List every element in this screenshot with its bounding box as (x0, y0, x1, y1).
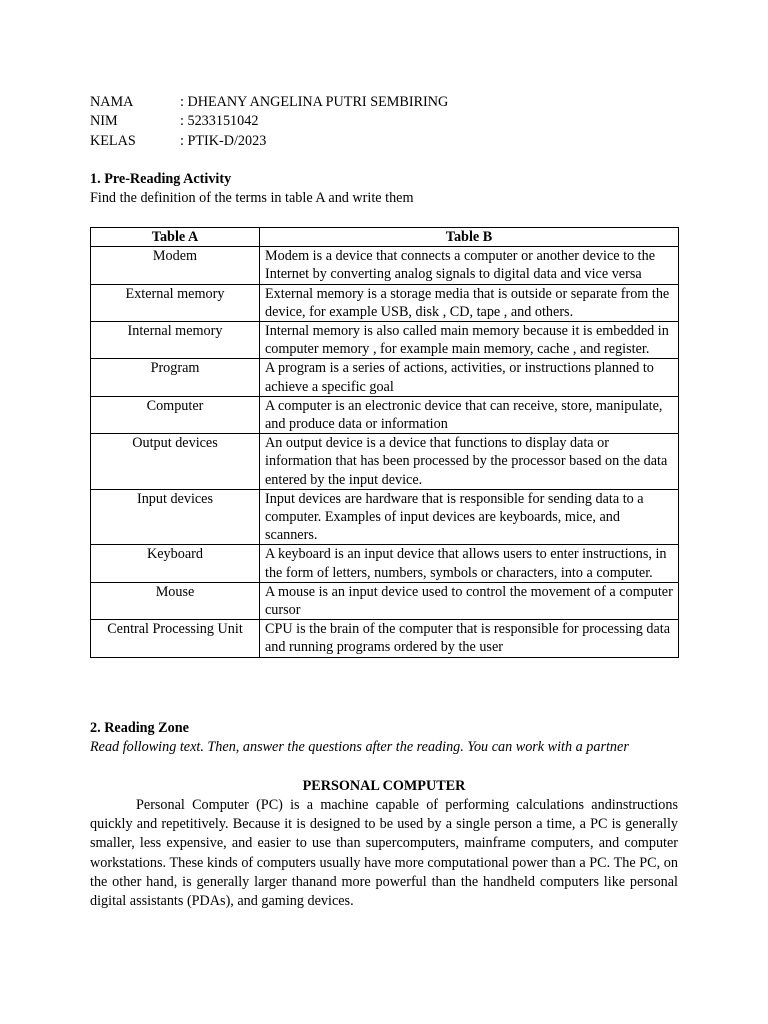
term-cell: External memory (91, 284, 260, 321)
term-cell: Central Processing Unit (91, 620, 260, 657)
term-cell: Modem (91, 247, 260, 284)
table-header-row (91, 228, 679, 247)
table-row (91, 582, 679, 619)
definition-cell: A keyboard is an input device that allows users to enter instructions, in the form of letters, numbers, symbols or characters, into a computer. (260, 545, 679, 582)
term-cell: Internal memory (91, 322, 260, 359)
identity-label: NAMA (90, 94, 134, 110)
identity-label: KELAS (90, 132, 136, 149)
identity-row-nama (90, 93, 448, 112)
identity-value: : 5233151042 (180, 113, 259, 130)
section-1-title: 1. Pre-Reading Activity (90, 171, 232, 187)
table-row (91, 247, 679, 284)
term-cell: Keyboard (91, 545, 260, 582)
term-cell: Program (91, 359, 260, 396)
table-row (91, 396, 679, 433)
identity-label: NIM (90, 113, 118, 130)
definition-cell: Internal memory is also called main memory because it is embedded in computer memory , for example main memory, cache , and register. (260, 322, 679, 359)
term-cell: Mouse (91, 582, 260, 619)
term-cell: Computer (91, 396, 260, 433)
table-row (91, 545, 679, 582)
definition-cell: External memory is a storage media that is outside or separate from the device, for example USB, disk , CD, tape , and others. (260, 284, 679, 321)
table-row (91, 284, 679, 321)
section-1-instruction: Find the definition of the terms in table A and write them (90, 190, 414, 206)
identity-value: : DHEANY ANGELINA PUTRI SEMBIRING (180, 94, 449, 110)
term-cell: Output devices (91, 434, 260, 490)
term-cell: Input devices (91, 489, 260, 545)
definition-cell: A mouse is an input device used to control the movement of a computer cursor (260, 582, 679, 619)
definition-cell: A computer is an electronic device that can receive, store, manipulate, and produce data or information (260, 396, 679, 433)
identity-row-nim (90, 112, 448, 131)
definition-cell: A program is a series of actions, activities, or instructions planned to achieve a specific goal (260, 359, 679, 396)
table-row (91, 489, 679, 545)
essay-title: PERSONAL COMPUTER (302, 778, 466, 794)
table-row (91, 322, 679, 359)
table-row (91, 620, 679, 657)
section-2-instruction: Read following text. Then, answer the questions after the reading. You can work with a partner (90, 739, 629, 755)
definition-cell: Input devices are hardware that is responsible for sending data to a computer. Examples of input devices are keyboards, mice, and scanners. (260, 489, 679, 545)
student-identity (90, 93, 448, 151)
definition-cell: An output device is a device that functions to display data or information that has been processed by the processor based on the data entered by the input device. (260, 434, 679, 490)
essay-paragraph: Personal Computer (PC) is a machine capable of performing calculations andinstructions quickly and repetitively. Because it is designed to be used by a single person a time, a PC is generally smaller, less expensive, and easier to use than supercomputers, mainframe computers, and computer workstations. These kinds of computers usually have more computational power than a PC. The PC, on the other hand, is generally larger thanand more powerful than the handheld computers like personal digital assistants (PDAs), and gaming devices. (90, 797, 678, 910)
table-row (91, 359, 679, 396)
definition-cell: Modem is a device that connects a computer or another device to the Internet by converting analog signals to digital data and vice versa (260, 247, 679, 284)
table-header-a: Table A (91, 228, 260, 247)
section-2-title: 2. Reading Zone (90, 720, 189, 736)
identity-row-kelas (90, 132, 448, 151)
definition-cell: CPU is the brain of the computer that is responsible for processing data and running programs ordered by the user (260, 620, 679, 657)
table-header-b: Table B (260, 228, 679, 247)
table-row (91, 434, 679, 490)
definitions-table (90, 227, 679, 658)
identity-value: : PTIK-D/2023 (180, 132, 267, 149)
